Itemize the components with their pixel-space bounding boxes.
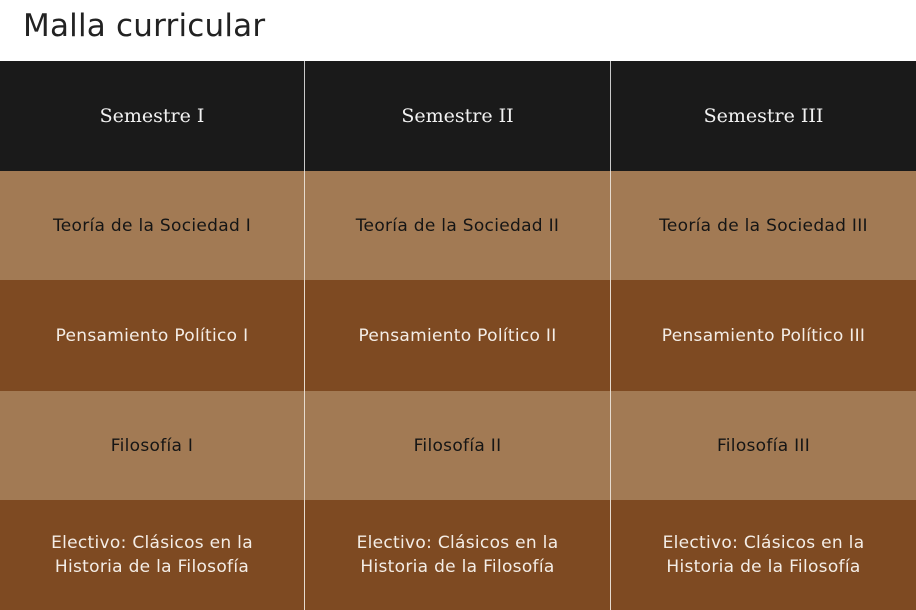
column-header-semester-2: Semestre II [305, 61, 610, 171]
column-header-semester-3: Semestre III [611, 61, 916, 171]
course-cell: Filosofía I [0, 391, 304, 500]
course-cell: Electivo: Clásicos en la Historia de la Filosofía [611, 500, 916, 610]
course-cell: Teoría de la Sociedad I [0, 171, 304, 280]
column-header-semester-1: Semestre I [0, 61, 304, 171]
course-cell: Pensamiento Político II [305, 280, 610, 391]
page-title: Malla curricular [23, 8, 266, 44]
curriculum-table [0, 61, 916, 610]
course-cell: Pensamiento Político III [611, 280, 916, 391]
course-cell: Teoría de la Sociedad III [611, 171, 916, 280]
course-cell: Electivo: Clásicos en la Historia de la Filosofía [305, 500, 610, 610]
course-cell: Teoría de la Sociedad II [305, 171, 610, 280]
course-cell: Electivo: Clásicos en la Historia de la Filosofía [0, 500, 304, 610]
course-cell: Filosofía II [305, 391, 610, 500]
course-cell: Filosofía III [611, 391, 916, 500]
course-cell: Pensamiento Político I [0, 280, 304, 391]
